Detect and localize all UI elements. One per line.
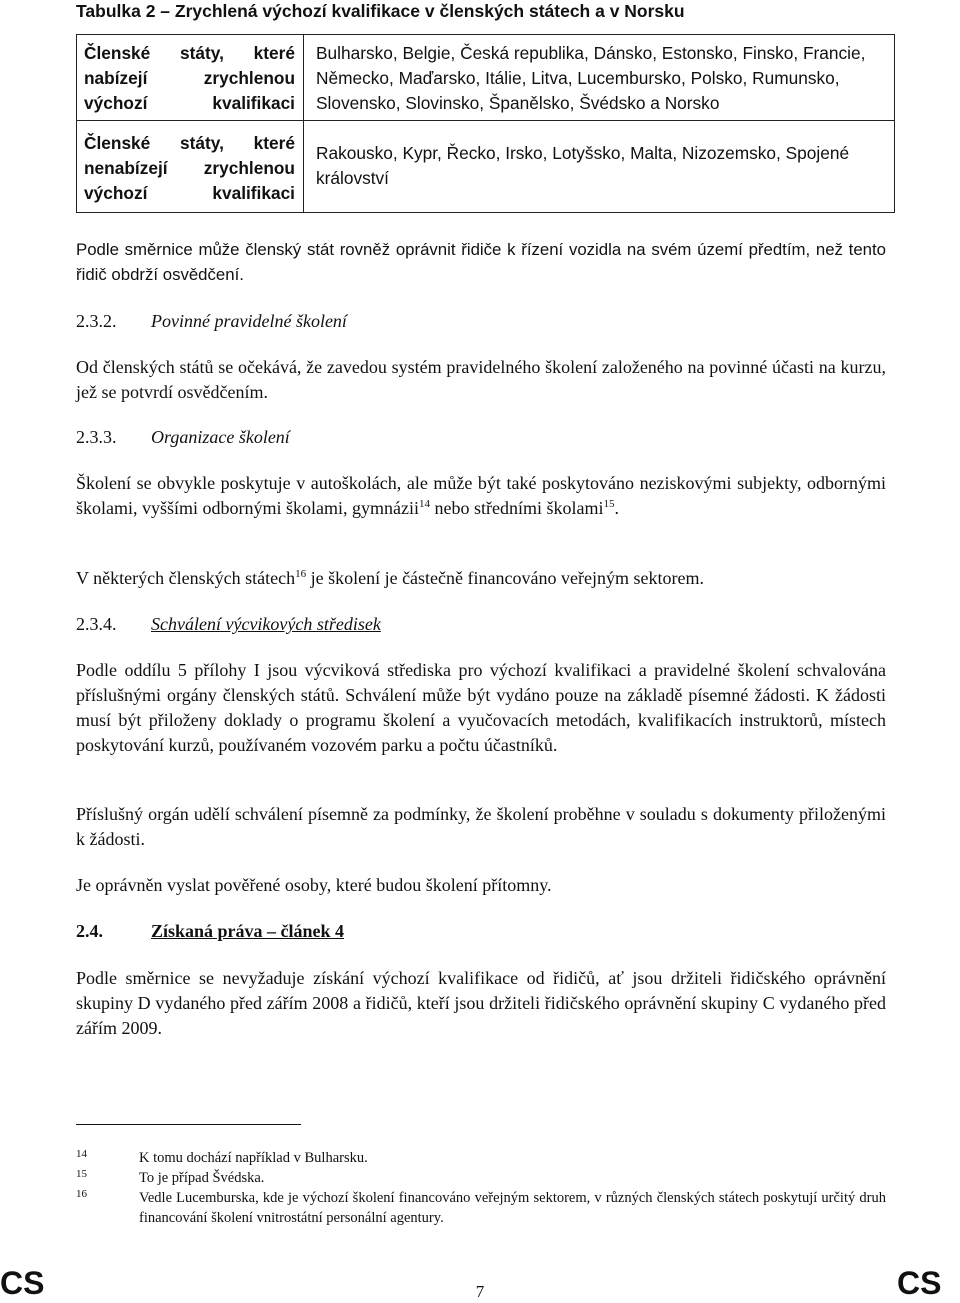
table-row [77,35,895,121]
section-title: Schválení výcvikových středisek [151,614,381,634]
footer-language-right: CS [897,1265,942,1301]
footnote-14: 14 K tomu dochází například v Bulharsku. [76,1148,368,1166]
paragraph-2-3-4-b: Příslušný orgán udělí schválení písemně za podmínky, že školení proběhne v souladu s dokumenty přiloženými k žádosti. [76,804,886,849]
section-heading-2-3-4 [76,612,381,637]
section-number: 2.3.3. [76,427,117,447]
footnote-16: 16 Vedle Lucemburska, kde je výchozí školení financováno veřejným sektorem, v různých členských státech poskytují určitý druh financování školení vnitrostátní personální agentury. [76,1188,886,1226]
member-states-table [76,34,895,213]
row-value-offering: Bulharsko, Belgie, Česká republika, Dánsko, Estonsko, Finsko, Francie, Německo, Maďarsko, Itálie, Litva, Lucembursko, Polsko, Rumunsko, Slovensko, Slovinsko, Španělsko, Švédsko a Norsko [304,35,895,121]
footnote-separator [76,1124,301,1125]
row-label-not-offering: Členské státy, které nenabízejí zrychlenou výchozí kvalifikaci [77,121,304,213]
section-title: Získaná práva – článek 4 [151,921,345,941]
table-caption: Tabulka 2 – Zrychlená výchozí kvalifikace v členských státech a v Norsku [76,1,685,21]
paragraph-2-3-3-b: V některých členských státech$^{16}$ je školení je částečně financováno veřejným sektorem. [76,568,704,588]
section-heading-2-3-2 [76,309,347,334]
directive-paragraph: Podle směrnice může členský stát rovněž oprávnit řidiče k řízení vozidla na svém území předtím, než tento řidič obdrží osvědčení. [76,240,886,284]
footnote-15: 15 To je případ Švédska. [76,1168,265,1186]
paragraph-2-3-4-a: Podle oddílu 5 přílohy I jsou výcviková střediska pro výchozí kvalifikaci a pravidelné školení schvalována příslušnými orgány členských států. Schválení může být vydáno pouze na základě písemné žádosti. K žádosti musí být přiloženy doklady o programu školení a vyučovacích metodách, kvalifikacích instruktorů, místech poskytování kurzů, používaném vozovém parku a počtu účastníků. [76,660,886,755]
paragraph-2-3-3-a: Školení se obvykle poskytuje v autoškolách, ale může být také poskytováno neziskovými subjekty, odbornými školami, vyššími odbornými školami, gymnázii$^{14}$ nebo středními školami$^{15}$. [76,473,886,518]
row-label-offering: Členské státy, které nabízejí zrychlenou výchozí kvalifikaci [77,35,304,121]
section-title: Organizace školení [151,427,290,447]
section-number: 2.3.2. [76,311,117,331]
section-title: Povinné pravidelné školení [151,311,347,331]
section-number: 2.4. [76,921,103,941]
page-number: 7 [475,1282,485,1301]
section-heading-2-3-3 [76,425,290,450]
row-value-not-offering: Rakousko, Kypr, Řecko, Irsko, Lotyšsko, Malta, Nizozemsko, Spojené království [304,121,895,213]
section-number: 2.3.4. [76,614,117,634]
paragraph-2-3-4-c: Je oprávněn vyslat pověřené osoby, které budou školení přítomny. [76,875,552,895]
footer-language-left: CS [0,1265,45,1301]
footnote-ref-16[interactable]: 16 [295,568,307,580]
paragraph-2-3-2: Od členských států se očekává, že zavedou systém pravidelného školení založeného na povinné účasti na kurzu, jež se potvrdí osvědčením. [76,357,886,402]
table-row [77,121,895,213]
footnote-ref-14[interactable]: 14 [418,498,430,510]
section-heading-2-4 [76,919,344,944]
footnote-ref-15[interactable]: 15 [603,498,615,510]
paragraph-2-4: Podle směrnice se nevyžaduje získání výchozí kvalifikace od řidičů, ať jsou držiteli řidičského oprávnění skupiny D vydaného před zářím 2008 a řidičů, kteří jsou držiteli řidičského oprávnění skupiny C vydaného před zářím 2009. [76,968,886,1038]
